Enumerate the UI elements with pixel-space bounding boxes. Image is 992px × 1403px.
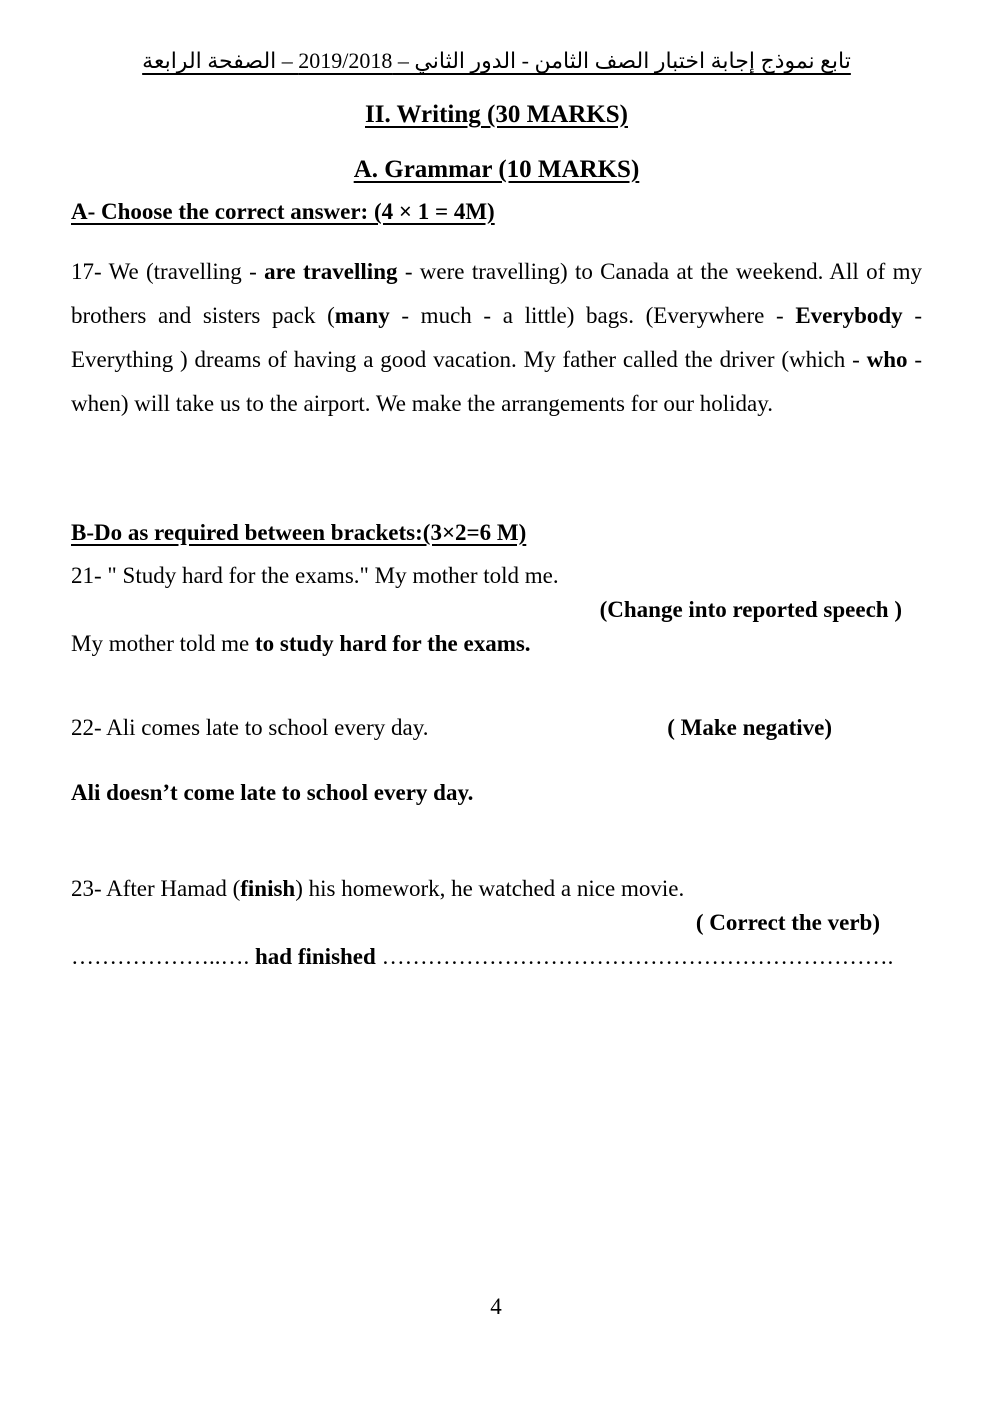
question-17-paragraph: 17- We (travelling - are travelling - were travelling) to Canada at the weekend. All of my brothers and sisters pack (many - much - a little) bags. (Everywhere - Everybody - Everything ) dreams of having a good vacation. My father called the driver (which - who - when) will take us to the airport. We make the arrangements for our holiday. — [71, 259, 922, 416]
page-header-arabic: تابع نموذج إجابة اختبار الصف الثامن - الدور الثاني – 2019/2018 – الصفحة الرابعة — [142, 48, 851, 73]
question-21-instruction: (Change into reported speech ) — [599, 597, 902, 622]
subsection-title-grammar: A. Grammar (10 MARKS) — [353, 156, 640, 183]
page-number: 4 — [490, 1294, 502, 1319]
part-b-heading: B-Do as required between brackets:(3×2=6 M) — [71, 520, 527, 545]
question-23-text: 23- After Hamad (finish) his homework, he watched a nice movie. — [71, 876, 685, 901]
question-23-instruction: ( Correct the verb) — [695, 910, 880, 935]
question-21-text: 21- " Study hard for the exams." My mother told me. — [71, 563, 559, 588]
part-a-heading: A- Choose the correct answer: (4 × 1 = 4M) — [71, 199, 495, 224]
question-23-answer-dotted-line: ………………..…. had finished …………………………………………………………. — [71, 944, 894, 969]
question-22-text: 22- Ali comes late to school every day. — [71, 715, 429, 740]
question-22-answer: Ali doesn’t come late to school every day. — [71, 780, 474, 805]
question-22-instruction: ( Make negative) — [667, 715, 832, 740]
question-21-answer: My mother told me to study hard for the exams. — [71, 631, 531, 656]
section-title-writing: II. Writing (30 MARKS) — [365, 101, 628, 128]
question-22-row — [71, 711, 922, 745]
